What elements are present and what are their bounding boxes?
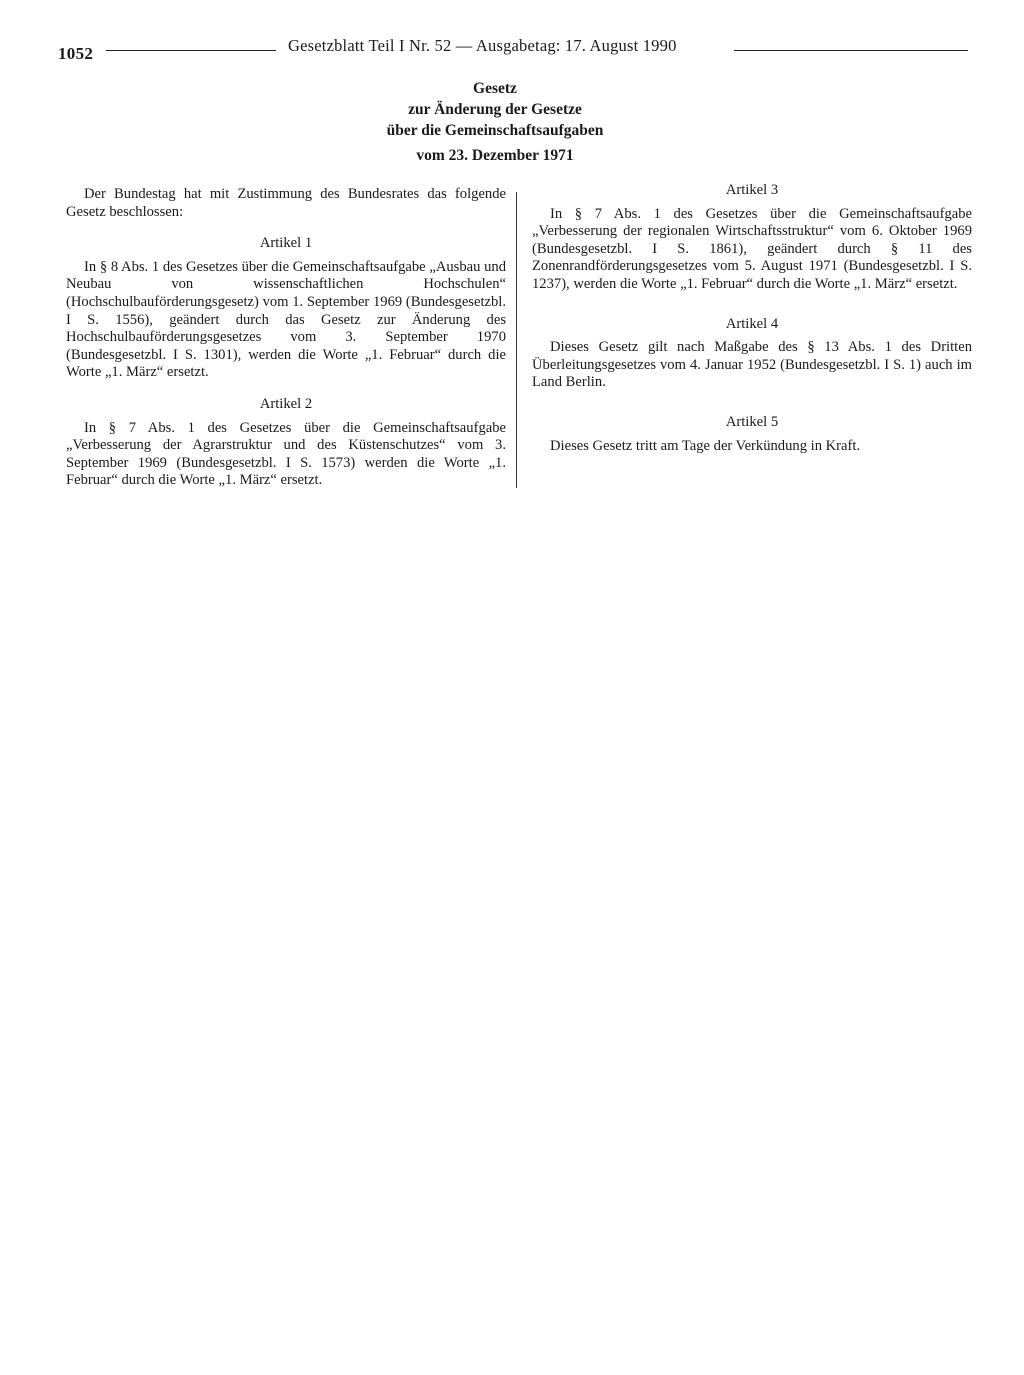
column-divider <box>516 192 517 488</box>
article-3-heading: Artikel 3 <box>725 182 779 198</box>
header-rule <box>106 50 276 51</box>
article-1-heading: Artikel 1 <box>259 235 313 252</box>
article-5-heading: Artikel 5 <box>725 413 779 430</box>
running-head: Gesetzblatt Teil I Nr. 52 — Ausgabetag: 17. August 1990 <box>288 36 677 55</box>
title-line-2: zur Änderung der Gesetze <box>408 101 582 118</box>
title-date: vom 23. Dezember 1971 <box>416 147 574 164</box>
article-3-text: In § 7 Abs. 1 des Gesetzes über die Gemeinschaftsaufgabe „Verbesserung der regionalen Wirtschaftsstruktur“ vom 6. Oktober 1969 (Bundesgesetzbl. I S. 1861), geändert durch § 11 des Zonenrandförderungsgesetzes vom 5. August 1971 (Bundesgesetzbl. I S. 1237), werden die Worte „1. Februar“ durch die Worte „1. März“ ersetzt. <box>532 205 972 292</box>
page-header <box>58 36 968 66</box>
article-1-text: In § 8 Abs. 1 des Gesetzes über die Gemeinschaftsaufgabe „Ausbau und Neubau von wissenschaftlichen Hochschulen“ (Hochschulbauförderungsgesetz) vom 1. September 1969 (Bundesgesetzbl. I S. 1556), geändert durch das Gesetz zur Änderung des Hochschulbauförderungsgesetzes vom 3. September 1970 (Bundesgesetzbl. I S. 1301), werden die Worte „1. Februar“ durch die Worte „1. März“ ersetzt. <box>66 258 506 381</box>
article-4-heading: Artikel 4 <box>725 315 779 332</box>
law-title <box>330 78 660 166</box>
article-5-text: Dieses Gesetz tritt am Tage der Verkündung in Kraft. <box>550 437 861 454</box>
page-number: 1052 <box>58 44 94 63</box>
left-column <box>66 186 506 490</box>
title-line-1: Gesetz <box>473 80 517 97</box>
header-rule-right <box>734 50 968 51</box>
right-column <box>532 180 972 455</box>
article-2-text: In § 7 Abs. 1 des Gesetzes über die Gemeinschaftsaufgabe „Verbesserung der Agrarstruktur und des Küstenschutzes“ vom 3. September 1969 (Bundesgesetzbl. I S. 1573) werden die Worte „1. Februar“ durch die Worte „1. März“ ersetzt. <box>66 419 506 489</box>
article-4-text: Dieses Gesetz gilt nach Maßgabe des § 13 Abs. 1 des Dritten Überleitungsgesetzes vom 4. Januar 1952 (Bundesgesetzbl. I S. 1) auch im Land Berlin. <box>532 339 972 391</box>
intro-text: Der Bundestag hat mit Zustimmung des Bundesrates das folgende Gesetz beschlossen: <box>66 186 506 220</box>
article-2-heading: Artikel 2 <box>259 395 313 412</box>
title-line-3: über die Gemeinschaftsaufgaben <box>386 122 604 139</box>
